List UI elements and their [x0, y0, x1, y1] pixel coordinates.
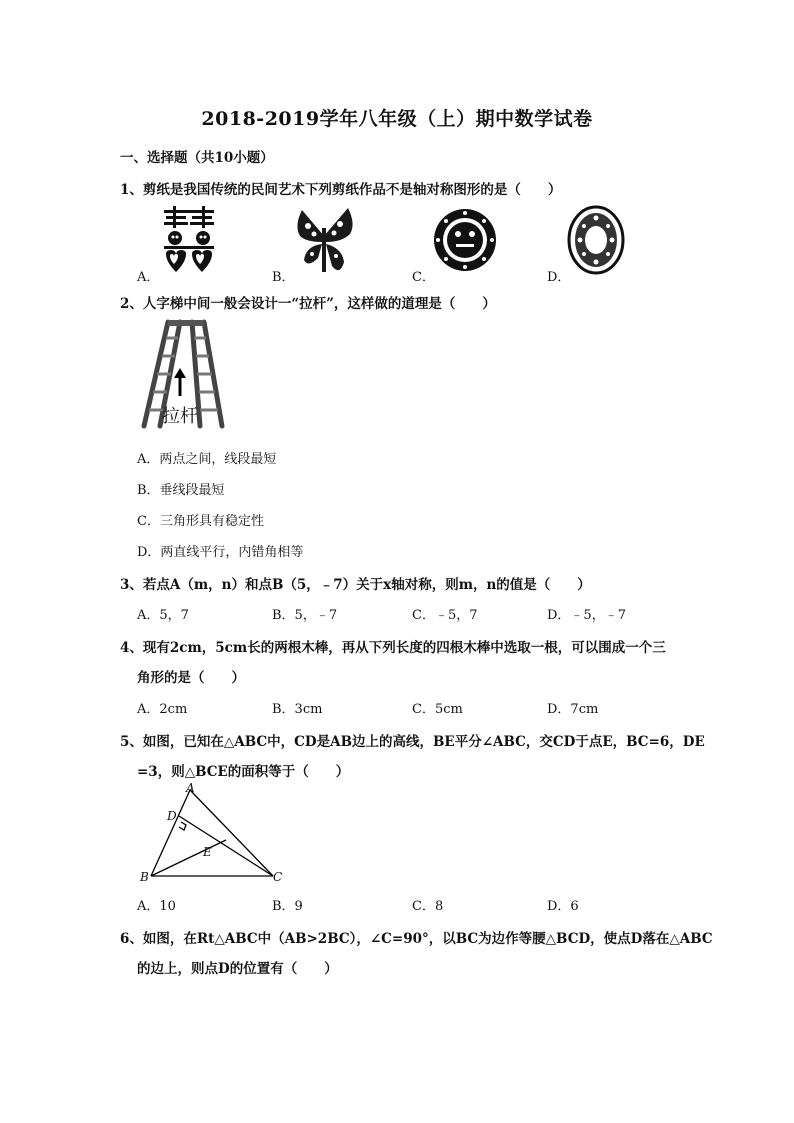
q5-option-d: D．6: [547, 899, 579, 914]
q5-option-a: A．10: [137, 899, 176, 914]
q4-option-a: A．2cm: [137, 702, 188, 717]
question-5-text-line2: =3，则△BCE的面积等于（ ）: [137, 764, 350, 780]
q5-option-b: B．9: [272, 899, 303, 914]
q4-option-b: B．3cm: [272, 702, 323, 717]
q2-option-a: A．两点之间，线段最短: [137, 452, 277, 467]
q3-option-c: C．﹣5，7: [412, 608, 478, 623]
paper-cut-double-happiness-image: [160, 206, 218, 276]
q4-option-d: D．7cm: [547, 702, 599, 717]
question-2-text: 2、人字梯中间一般会设计一“拉杆”，这样做的道理是（ ）: [120, 296, 496, 312]
q1-option-b-label: B．: [272, 270, 295, 285]
point-e-label: E: [203, 845, 212, 859]
q1-option-d-label: D．: [547, 270, 571, 285]
question-4-text-line1: 4、现有2cm，5cm长的两根木棒，再从下列长度的四根木棒中选取一根，可以围成一个三: [120, 640, 666, 656]
point-d-label: D: [167, 809, 177, 823]
q5-option-c: C．8: [412, 899, 444, 914]
q2-option-c: C．三角形具有稳定性: [137, 514, 264, 529]
q4-option-c: C．5cm: [412, 702, 463, 717]
page-title: 2018-2019学年八年级（上）期中数学试卷: [201, 108, 593, 130]
q1-option-a-label: A．: [137, 270, 160, 285]
question-6-text-line2: 的边上，则点D的位置有（ ）: [137, 961, 338, 977]
vertex-b-label: B: [140, 870, 149, 884]
question-5-text-line1: 5、如图，已知在△ABC中，CD是AB边上的高线，BE平分∠ABC，交CD于点E，BC=6，DE: [120, 734, 705, 750]
pull-rod-label: 拉杆: [162, 406, 198, 427]
question-1-text: 1、剪纸是我国传统的民间艺术下列剪纸作品不是轴对称图形的是（ ）: [120, 182, 562, 198]
section-heading: 一、选择题（共10小题）: [120, 150, 274, 166]
paper-cut-round-pattern-image: [432, 206, 498, 274]
q2-option-d: D．两直线平行，内错角相等: [137, 545, 304, 560]
q3-option-a: A．5，7: [137, 608, 189, 623]
vertex-c-label: C: [273, 870, 283, 884]
vertex-a-label: A: [186, 781, 195, 795]
paper-cut-butterfly-image: [292, 206, 356, 278]
question-6-text-line1: 6、如图，在Rt△ABC中（AB>2BC），∠C=90°，以BC为边作等腰△BCD，使点D落在△ABC: [120, 931, 713, 947]
question-4-text-line2: 角形的是（ ）: [137, 670, 245, 686]
q1-option-c-label: C．: [412, 270, 435, 285]
q2-option-b: B．垂线段最短: [137, 483, 225, 498]
question-3-text: 3、若点A（m，n）和点B（5，﹣7）关于x轴对称，则m，n的值是（ ）: [120, 577, 591, 593]
q3-option-d: D．﹣5，﹣7: [547, 608, 626, 623]
q3-option-b: B．5，﹣7: [272, 608, 338, 623]
paper-cut-oval-pattern-image: [566, 204, 626, 276]
